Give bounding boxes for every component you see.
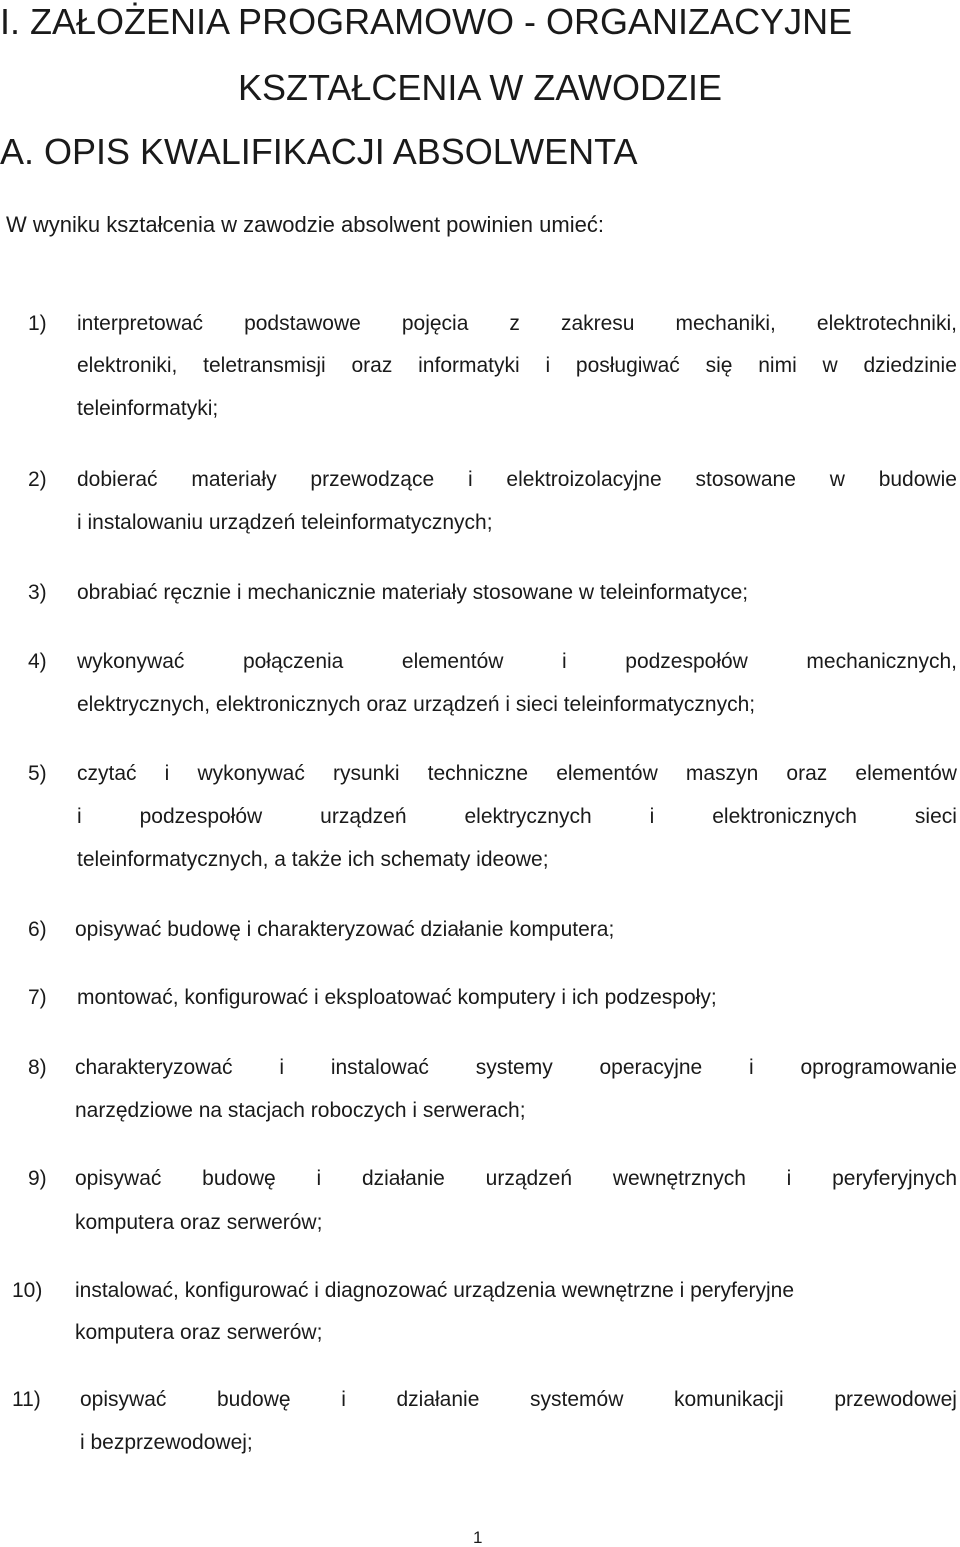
list-item-text-line: charakteryzować i instalować systemy operacyjne i oprogramowanie [75,1056,957,1079]
list-item-text-line: teleinformatyki; [77,397,219,420]
heading-line-1: I. ZAŁOŻENIA PROGRAMOWO - ORGANIZACYJNE [0,1,853,42]
list-item-number: 4) [28,650,47,673]
list-item-text-line: czytać i wykonywać rysunki techniczne elementów maszyn oraz elementów [77,762,957,785]
list-item-text-line: elektrycznych, elektronicznych oraz urządzeń i sieci teleinformatycznych; [77,693,756,716]
list-item-number: 6) [28,918,47,941]
list-item-text-line: teleinformatycznych, a także ich schematy ideowe; [77,848,549,871]
list-item-text-line: i podzespołów urządzeń elektrycznych i elektronicznych sieci [77,805,957,828]
list-item-number: 2) [28,468,47,491]
list-item-text-line: opisywać budowę i działanie systemów komunikacji przewodowej [80,1388,957,1411]
list-item-text-line: narzędziowe na stacjach roboczych i serwerach; [75,1099,526,1122]
list-item-text-line: wykonywać połączenia elementów i podzespołów mechanicznych, [77,650,957,673]
list-item-number: 10) [12,1279,43,1302]
list-item-number: 8) [28,1056,47,1079]
list-item-number: 1) [28,312,47,335]
list-item-text-line: komputera oraz serwerów; [75,1211,323,1234]
list-item-number: 9) [28,1167,47,1190]
page-number: 1 [473,1528,483,1547]
list-item-text-line: i instalowaniu urządzeń teleinformatycznych; [77,511,493,534]
list-item-text-line: opisywać budowę i charakteryzować działanie komputera; [75,918,615,941]
list-item-text-line: komputera oraz serwerów; [75,1321,323,1344]
list-item-number: 7) [28,986,47,1009]
intro-text: W wyniku kształcenia w zawodzie absolwent powinien umieć: [6,212,604,237]
section-subheading: A. OPIS KWALIFIKACJI ABSOLWENTA [0,131,638,172]
list-item-text-line: dobierać materiały przewodzące i elektroizolacyjne stosowane w budowie [77,468,957,491]
list-item-text-line: montować, konfigurować i eksploatować komputery i ich podzespoły; [77,986,717,1009]
list-item-text-line: opisywać budowę i działanie urządzeń wewnętrznych i peryferyjnych [75,1167,957,1190]
list-item-number: 5) [28,762,47,785]
list-item-number: 11) [12,1388,41,1411]
list-item-text-line: interpretować podstawowe pojęcia z zakresu mechaniki, elektrotechniki, [77,312,957,335]
list-item-text-line: elektroniki, teletransmisji oraz informatyki i posługiwać się nimi w dziedzinie [77,354,957,377]
list-item-text-line: instalować, konfigurować i diagnozować urządzenia wewnętrzne i peryferyjne [75,1279,795,1302]
list-item-text-line: obrabiać ręcznie i mechanicznie materiały stosowane w teleinformatyce; [77,581,749,604]
list-item-text-line: i bezprzewodowej; [80,1431,253,1454]
heading-line-2: KSZTAŁCENIA W ZAWODZIE [238,67,723,108]
list-item-number: 3) [28,581,47,604]
